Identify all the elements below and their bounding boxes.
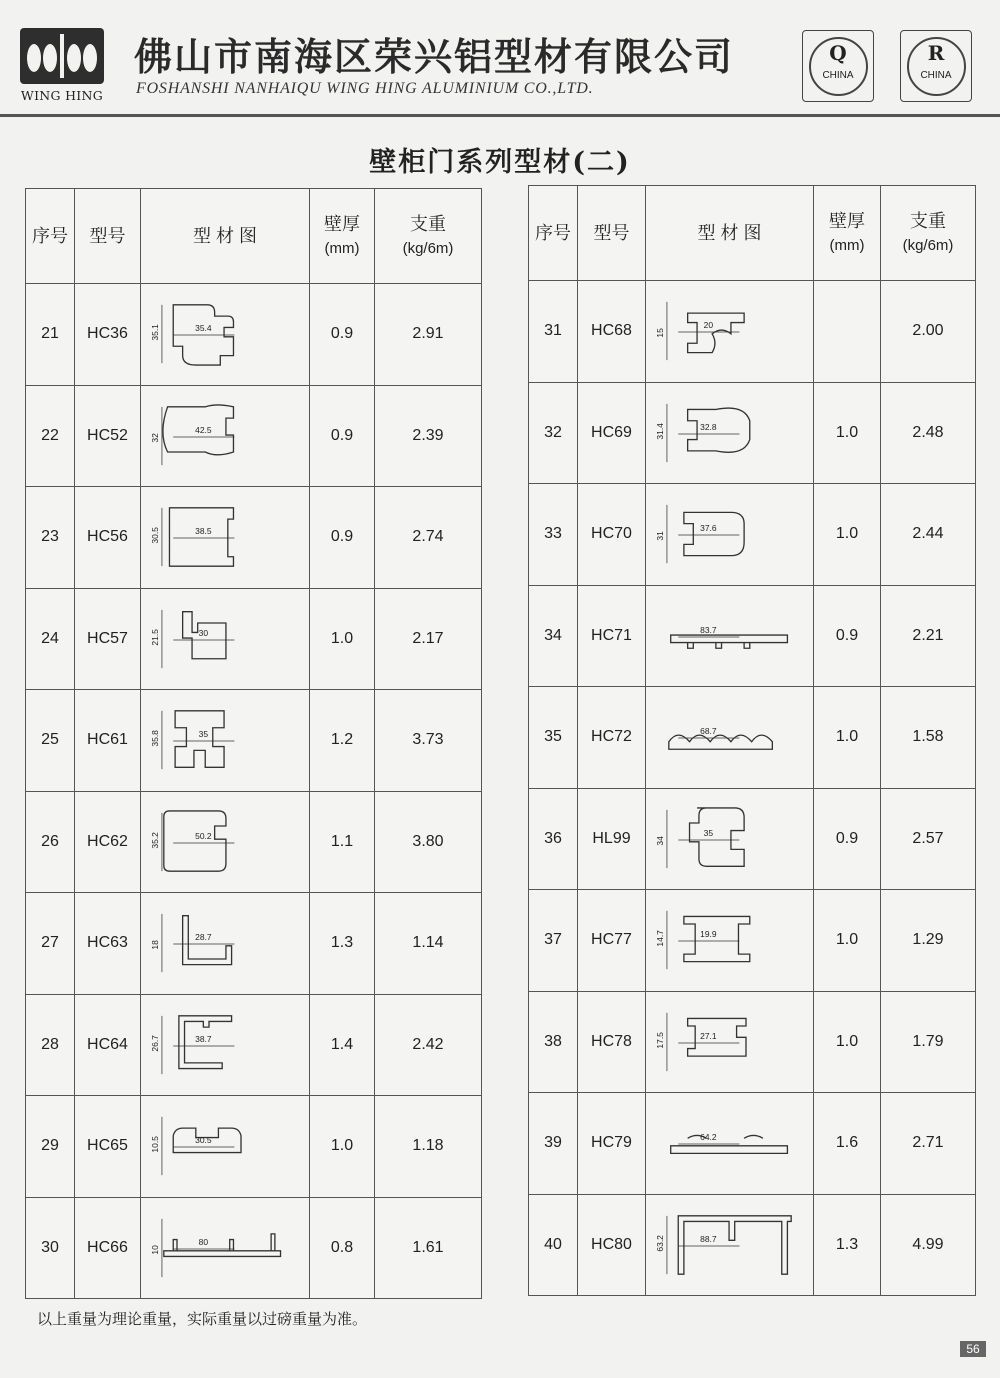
table-row [26, 994, 482, 1096]
cell-wall: 1.2 [310, 690, 375, 792]
dimension-height: 14.7 [654, 930, 665, 947]
dimension-width: 30.5 [195, 1135, 212, 1146]
profile-outline [164, 1234, 281, 1257]
cell-model: HC36 [75, 284, 141, 386]
dimension-width: 20 [703, 320, 713, 331]
profile-drawing [145, 594, 305, 684]
cert-badge-q [802, 30, 874, 102]
cell-model: HC57 [75, 588, 141, 690]
dimension-height: 17.5 [654, 1031, 665, 1049]
table-row [529, 382, 976, 484]
cell-wall: 0.9 [814, 788, 881, 890]
dimension-width: 80 [198, 1236, 209, 1247]
profile-drawing [145, 898, 305, 988]
cell-wall [814, 281, 881, 383]
cell-seq: 29 [26, 1096, 75, 1198]
profile-drawing [650, 997, 810, 1087]
profile-drawing [650, 388, 810, 478]
cell-model: HC79 [578, 1093, 646, 1195]
table-row [26, 588, 482, 690]
dimension-height: 34 [654, 835, 665, 846]
dimension-width: 42.5 [195, 424, 212, 435]
cell-drawing [141, 893, 310, 995]
cell-weight: 2.39 [375, 385, 482, 487]
cell-weight: 2.42 [375, 994, 482, 1096]
cell-weight: 4.99 [881, 1194, 976, 1296]
profile-drawing [650, 692, 810, 782]
table-row [529, 890, 976, 992]
cell-drawing [646, 1194, 814, 1296]
profile-drawing [650, 895, 810, 985]
dimension-height: 31 [654, 531, 665, 541]
dimension-height: 35.2 [150, 831, 161, 849]
cell-wall: 1.0 [814, 484, 881, 586]
dimension-height: 63.2 [654, 1234, 665, 1252]
dimension-height: 32 [150, 432, 161, 443]
header-rule [0, 114, 1000, 117]
profile-drawing [145, 1203, 305, 1293]
dimension-width: 35 [198, 729, 209, 740]
table-row [26, 1096, 482, 1198]
col-wall-label: 壁厚 [324, 214, 360, 235]
cell-drawing [141, 284, 310, 386]
dimension-width: 88.7 [699, 1233, 717, 1244]
cell-model: HC71 [578, 585, 646, 687]
col-model: 型号 [578, 186, 646, 281]
cell-wall: 1.1 [310, 791, 375, 893]
footnote: 以上重量为理论重量，实际重量以过磅重量为准。 [37, 1310, 368, 1328]
cell-weight: 2.17 [375, 588, 482, 690]
page-header [0, 0, 1000, 118]
col-wall-unit: (mm) [829, 236, 865, 254]
dimension-width: 38.5 [195, 526, 212, 537]
col-seq: 序号 [26, 189, 75, 284]
cell-model: HC52 [75, 385, 141, 487]
table-row [26, 487, 482, 589]
cell-weight: 2.44 [881, 484, 976, 586]
cell-wall: 1.0 [310, 1096, 375, 1198]
profile-drawing [650, 286, 810, 376]
cell-seq: 37 [529, 890, 578, 992]
cell-seq: 33 [529, 484, 578, 586]
table-header-row [26, 189, 482, 284]
table-row [529, 1093, 976, 1195]
cert-r-letter: R [927, 41, 945, 65]
cell-model: HC66 [75, 1197, 141, 1299]
cell-weight: 3.73 [375, 690, 482, 792]
col-wall [814, 186, 881, 281]
page-title: 壁柜门系列型材(二) [369, 147, 631, 178]
table-row [529, 788, 976, 890]
cell-wall: 0.9 [310, 385, 375, 487]
table-row [26, 385, 482, 487]
profile-drawing [145, 1000, 305, 1090]
cell-wall: 1.3 [814, 1194, 881, 1296]
profile-drawing [650, 591, 810, 681]
cell-seq: 30 [26, 1197, 75, 1299]
col-weight-label: 支重 [410, 214, 446, 235]
company-name-cn: 佛山市南海区荣兴铝型材有限公司 [134, 34, 735, 79]
col-seq: 序号 [529, 186, 578, 281]
profile-outline [668, 735, 772, 749]
cell-weight: 2.57 [881, 788, 976, 890]
profile-outline [670, 1136, 787, 1154]
cell-drawing [141, 791, 310, 893]
dimension-width: 28.7 [195, 932, 212, 943]
dimension-height: 10 [150, 1244, 161, 1255]
cell-wall: 1.0 [814, 890, 881, 992]
col-drawing: 型 材 图 [646, 186, 814, 281]
cell-weight: 1.29 [881, 890, 976, 992]
cell-seq: 27 [26, 893, 75, 995]
dimension-width: 64.2 [699, 1132, 717, 1143]
dimension-height: 21.5 [150, 628, 161, 646]
col-weight-label: 支重 [910, 211, 946, 232]
dimension-height: 35.8 [150, 730, 161, 747]
cell-seq: 28 [26, 994, 75, 1096]
cell-seq: 23 [26, 487, 75, 589]
dimension-height: 10.5 [150, 1136, 161, 1153]
spec-table-left [25, 188, 482, 1299]
col-drawing: 型 材 图 [141, 189, 310, 284]
cell-model: HC68 [578, 281, 646, 383]
table-row [529, 687, 976, 789]
cell-weight: 1.14 [375, 893, 482, 995]
dimension-height: 30.5 [150, 527, 161, 544]
table-row [529, 281, 976, 383]
cell-wall: 1.0 [310, 588, 375, 690]
profile-outline [687, 1018, 745, 1056]
cell-model: HC77 [578, 890, 646, 992]
cell-seq: 38 [529, 991, 578, 1093]
cell-wall: 1.6 [814, 1093, 881, 1195]
cell-drawing [646, 281, 814, 383]
table-row [26, 893, 482, 995]
cell-drawing [141, 487, 310, 589]
table-header-row [529, 186, 976, 281]
cell-model: HC56 [75, 487, 141, 589]
cert-q-sub: CHINA [822, 70, 854, 81]
company-name-en: FOSHANSHI NANHAIQU WING HING ALUMINIUM CO.,LTD. [136, 80, 594, 97]
cert-r-sub: CHINA [920, 70, 952, 81]
col-weight [375, 189, 482, 284]
col-wall-label: 壁厚 [829, 211, 865, 232]
profile-drawing [650, 1200, 810, 1290]
cell-model: HC70 [578, 484, 646, 586]
cell-weight: 2.91 [375, 284, 482, 386]
cell-weight: 2.48 [881, 382, 976, 484]
dimension-width: 27.1 [699, 1030, 717, 1041]
cell-model: HL99 [578, 788, 646, 890]
table-row [26, 690, 482, 792]
profile-outline [687, 408, 749, 452]
cell-weight: 1.79 [881, 991, 976, 1093]
table-row [26, 1197, 482, 1299]
cell-drawing [141, 994, 310, 1096]
cell-seq: 24 [26, 588, 75, 690]
cell-weight: 2.71 [881, 1093, 976, 1195]
cell-drawing [646, 788, 814, 890]
cell-seq: 35 [529, 687, 578, 789]
company-logo [12, 22, 112, 112]
profile-drawing [145, 1101, 305, 1191]
cell-drawing [141, 1096, 310, 1198]
table-row [529, 585, 976, 687]
cell-drawing [141, 690, 310, 792]
cell-seq: 21 [26, 284, 75, 386]
table-row [26, 284, 482, 386]
cell-wall: 1.4 [310, 994, 375, 1096]
col-wall [310, 189, 375, 284]
col-wall-unit: (mm) [324, 239, 360, 257]
dimension-height: 31.4 [654, 422, 665, 440]
profile-outline [683, 917, 749, 962]
spec-table-right [528, 185, 976, 1296]
cell-model: HC80 [578, 1194, 646, 1296]
dimension-width: 37.6 [699, 523, 717, 534]
cell-wall: 1.0 [814, 382, 881, 484]
dimension-height: 26.7 [150, 1034, 161, 1052]
profile-outline [169, 508, 233, 566]
cell-model: HC65 [75, 1096, 141, 1198]
cell-weight: 2.21 [881, 585, 976, 687]
profile-outline [689, 808, 744, 866]
dimension-width: 30 [198, 627, 209, 638]
cell-weight: 1.58 [881, 687, 976, 789]
logo-graphic [20, 28, 104, 84]
cell-seq: 34 [529, 585, 578, 687]
dimension-width: 38.7 [195, 1033, 212, 1044]
cell-model: HC61 [75, 690, 141, 792]
profile-outline [678, 1216, 791, 1274]
dimension-width: 32.8 [699, 421, 717, 432]
cell-seq: 25 [26, 690, 75, 792]
col-weight-unit: (kg/6m) [902, 236, 954, 254]
profile-drawing [650, 794, 810, 884]
profile-drawing [650, 1098, 810, 1188]
cell-drawing [646, 991, 814, 1093]
table-row [529, 484, 976, 586]
dimension-height: 18 [150, 940, 161, 950]
cell-model: HC64 [75, 994, 141, 1096]
cell-wall: 0.9 [310, 284, 375, 386]
logo-text: WING HING [20, 88, 104, 103]
cert-q-letter: Q [829, 41, 847, 65]
profile-drawing [145, 797, 305, 887]
cell-model: HC63 [75, 893, 141, 995]
cell-drawing [141, 1197, 310, 1299]
profile-drawing [650, 489, 810, 579]
cell-seq: 36 [529, 788, 578, 890]
page-number: 56 [960, 1341, 986, 1357]
cell-wall: 1.3 [310, 893, 375, 995]
dimension-width: 35 [703, 827, 713, 838]
dimension-width: 50.2 [195, 830, 212, 841]
cell-seq: 39 [529, 1093, 578, 1195]
col-model: 型号 [75, 189, 141, 284]
dimension-height: 15 [654, 328, 665, 338]
cell-drawing [646, 382, 814, 484]
table-row [26, 791, 482, 893]
cell-seq: 22 [26, 385, 75, 487]
cell-seq: 31 [529, 281, 578, 383]
table-row [529, 991, 976, 1093]
cell-seq: 32 [529, 382, 578, 484]
dimension-width: 68.7 [699, 726, 717, 737]
cert-badge-r [900, 30, 972, 102]
cell-model: HC69 [578, 382, 646, 484]
cell-wall: 0.9 [310, 487, 375, 589]
cell-seq: 26 [26, 791, 75, 893]
table-row [529, 1194, 976, 1296]
profile-drawing [145, 492, 305, 582]
col-weight [881, 186, 976, 281]
cell-model: HC78 [578, 991, 646, 1093]
profile-outline [687, 313, 743, 353]
cell-model: HC62 [75, 791, 141, 893]
cell-drawing [646, 484, 814, 586]
cell-seq: 40 [529, 1194, 578, 1296]
cell-weight: 3.80 [375, 791, 482, 893]
cell-drawing [646, 687, 814, 789]
profile-drawing [145, 289, 305, 379]
cell-model: HC72 [578, 687, 646, 789]
col-weight-unit: (kg/6m) [402, 239, 454, 257]
cell-weight: 1.18 [375, 1096, 482, 1198]
profile-outline [683, 513, 743, 556]
cell-wall: 1.0 [814, 687, 881, 789]
cell-weight: 2.74 [375, 487, 482, 589]
cell-drawing [141, 588, 310, 690]
dimension-height: 35.1 [150, 324, 161, 341]
cell-drawing [141, 385, 310, 487]
dimension-width: 35.4 [195, 323, 212, 334]
cell-drawing [646, 890, 814, 992]
logo-mark [20, 28, 104, 84]
cell-wall: 0.8 [310, 1197, 375, 1299]
cell-drawing [646, 1093, 814, 1195]
cell-weight: 1.61 [375, 1197, 482, 1299]
profile-drawing [145, 695, 305, 785]
dimension-width: 83.7 [699, 624, 717, 635]
dimension-width: 19.9 [699, 929, 717, 940]
cell-wall: 1.0 [814, 991, 881, 1093]
cell-weight: 2.00 [881, 281, 976, 383]
cell-drawing [646, 585, 814, 687]
profile-drawing [145, 391, 305, 481]
cell-wall: 0.9 [814, 585, 881, 687]
